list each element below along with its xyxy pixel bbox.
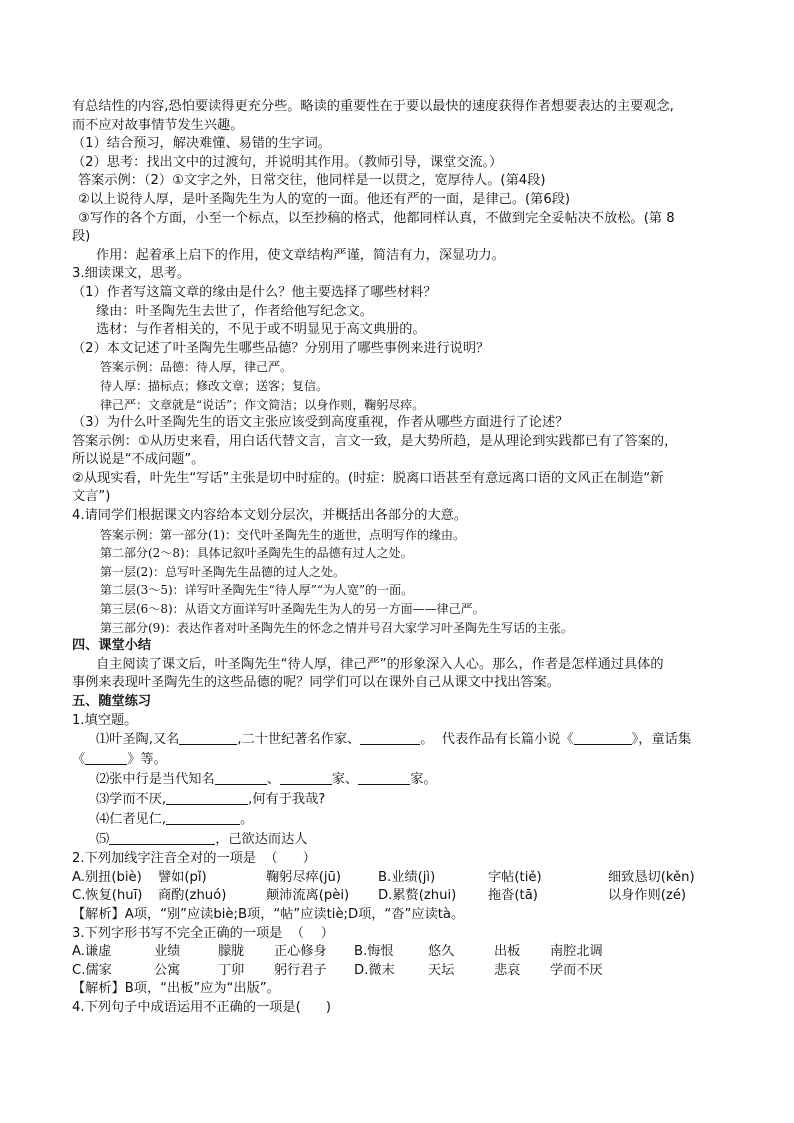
answer-line: 答案示例：（2）①文字之外，日常交往，他同样是一以贯之，宽厚待人。(第4段) [78,173,546,189]
question-4x-title: 4.下列句子中成语运用不正确的一项是( ) [72,999,332,1015]
option: 躬行君子 [274,962,327,978]
option: 悠久 [428,944,455,960]
answer-line: 缘由：叶圣陶先生去世了，作者给他写纪念文。 [96,303,373,319]
blank[interactable] [109,831,215,845]
option: 天坛 [428,962,455,978]
subquestion: （3）为什么叶圣陶先生的语文主张应该受到高度重视，作者从哪些方面进行了论述？ [72,415,569,431]
blank[interactable] [166,791,248,805]
question-2-title: 2.下列加线字注音全对的一项是 （ ） [72,851,316,867]
option: C.恢复(huī) [72,888,143,904]
option: B.悔恨 [354,944,394,960]
fill-item-3: ⑶学而不厌, ,何有于我哉? [96,792,326,808]
option: 以身作则(zé) [608,888,687,904]
blank[interactable] [358,771,410,785]
answer-line: 答案示例：第一部分(1)：交代叶圣陶先生的逝世，点明写作的缘由。 [100,527,466,542]
answer-line: 作用：起着承上启下的作用，使文章结构严谨，简洁有力，深显功力。 [96,247,505,263]
option: 业绩 [154,944,181,960]
answer-line: 文言”) [72,489,111,505]
analysis: 【解析】A项，“别”应读biè;B项，“帖”应读tiè;D项，“沓”应读tà。 [72,906,465,922]
answer-line: 答案示例：品德：待人厚，律己严。 [100,360,293,375]
answer-line: 待人厚：描标点；修改文章；送客；复信。 [100,378,329,393]
blank[interactable] [179,731,237,745]
option: 鞠躬尽瘁(jū) [266,869,342,885]
fill-title: 1.填空题。 [72,712,138,728]
option: 正心修身 [274,944,327,960]
paragraph-line: 自主阅读了课文后，叶圣陶先生“待人厚，律己严”的形象深入人心。那么，作者是怎样通过具体的 [96,656,664,672]
answer-line: 选材：与作者相关的，不见于或不明显见于高文典册的。 [96,322,426,338]
question-3-title: 3.细读课文，思考。 [72,266,191,282]
option: 譬如(pǐ) [158,869,207,885]
question-4-title: 4.请同学们根据课文内容给本文划分层次，并概括出各部分的大意。 [72,508,468,524]
option: 拖沓(tā) [488,888,538,904]
question-3x-title: 3.下列字形书写不完全正确的一项是 （ ） [72,925,334,941]
paragraph-line: 事例来表现叶圣陶先生的这些品德的呢？同学们可以在课外自己从课文中找出答案。 [72,675,560,691]
fill-item-5: ⑸ ，己欲达而达人 [96,832,308,848]
option: B.业绩(jì) [378,869,436,885]
answer-line: 第一层(2)：总写叶圣陶先生品德的过人之处。 [100,564,345,579]
option: A.别扭(biè) [72,869,142,885]
answer-line: ③写作的各个方面，小至一个标点，以至抄稿的格式，他都同样认真，不做到完全妥帖决不放松。(第 8 [78,210,675,226]
option: 公寓 [154,962,181,978]
option: D.微末 [354,962,395,978]
answer-line: 第二层(3～5)：详写叶圣陶先生“待人厚”“为人宽”的一面。 [100,583,414,598]
answer-line: 第三部分(9)：表达作者对叶圣陶先生的怀念之情并号召大家学习叶圣陶先生写话的主张。 [100,620,574,635]
option: 出板 [494,944,521,960]
blank[interactable] [280,771,332,785]
fill-item-1: ⑴叶圣陶,又名 ,二十世纪著名作家、 。 代表作品有长篇小说《 》，童话集 [96,732,692,748]
blank[interactable] [85,751,127,765]
fill-item-1-cont: 《 》等。 [72,752,167,768]
blank[interactable] [215,771,267,785]
answer-line: 答案示例：①从历史来看，用白话代替文言，言文一致，是大势所趋，是从理论到实践都已有了答案的， [72,433,678,449]
step-2: （2）思考：找出文中的过渡句，并说明其作用。（教师引导，课堂交流。） [72,154,503,170]
fill-item-4: ⑷仁者见仁, 。 [96,812,254,828]
paragraph-line: 而不应对故事情节发生兴趣。 [72,117,244,133]
option: 悲哀 [494,962,521,978]
answer-line: 第二部分(2～8)：具体记叙叶圣陶先生的品德有过人之处。 [100,546,413,561]
paragraph-line: 有总结性的内容,恐怕要读得更充分些。略读的重要性在于要以最快的速度获得作者想要表达的主要观念, [72,99,674,114]
option: A.谦虚 [72,944,112,960]
subquestion: （2）本文记述了叶圣陶先生哪些品德？分别用了哪些事例来进行说明？ [72,340,490,356]
answer-line: 段) [72,229,91,245]
subquestion: （1）作者写这篇文章的缘由是什么？他主要选择了哪些材料？ [72,284,437,300]
section-4-heading: 四、课堂小结 [72,638,152,654]
blank[interactable] [360,731,420,745]
blank[interactable] [574,731,632,745]
answer-line: ②从现实看，叶先生“写话”主张是切中时症的。(时症：脱离口语甚至有意远离口语的文风正在制造“新 [72,470,664,486]
analysis: 【解析】B项，“出板”应为“出版”。 [72,981,280,997]
option: D.累赘(zhui) [378,888,457,904]
answer-line: ②以上说待人厚，是叶圣陶先生为人的宽的一面。他还有严的一面，是律己。(第6段) [78,191,571,207]
option: C.儒家 [72,962,112,978]
option: 南腔北调 [550,944,603,960]
blank[interactable] [166,811,240,825]
option: 颠沛流离(pèi) [266,888,350,904]
answer-line: 律己严：文章就是“说话”；作文简洁；以身作则，鞠躬尽瘁。 [100,397,425,412]
option: 学而不厌 [550,962,603,978]
option: 字帖(tiě) [488,869,542,885]
option: 商酌(zhuó) [158,888,227,904]
option: 丁卯 [218,962,245,978]
answer-line: 所以说是“不成问题”。 [72,452,205,468]
fill-item-2: ⑵张中行是当代知名 、 家、 家。 [96,772,437,788]
section-5-heading: 五、随堂练习 [72,694,152,709]
option: 朦胧 [218,944,245,960]
option-row [72,869,744,888]
step-1: （1）结合预习，解决难懂、易错的生字词。 [72,136,331,152]
option-row [72,887,744,906]
option: 细致恳切(kěn) [608,869,695,885]
option-row [72,943,744,962]
option-row [72,962,744,981]
answer-line: 第三层(6～8)：从语文方面详写叶圣陶先生为人的另一方面——律己严。 [100,602,485,617]
